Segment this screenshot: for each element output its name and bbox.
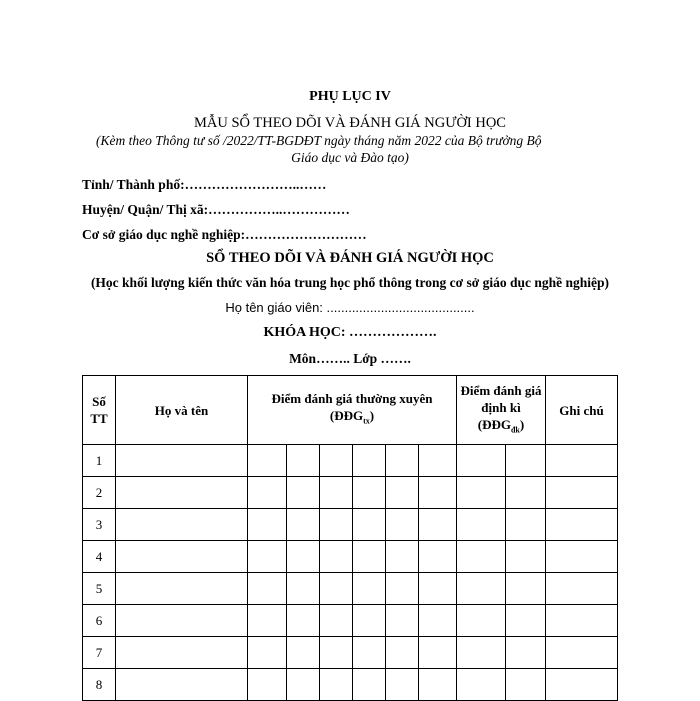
table-cell	[287, 605, 320, 637]
table-cell	[386, 509, 419, 541]
table-cell	[287, 573, 320, 605]
province-field: Tỉnh/ Thành phố:……………………..……	[82, 177, 327, 192]
table-cell	[116, 573, 248, 605]
table-cell	[546, 669, 618, 701]
table-row	[83, 637, 618, 669]
table-cell	[287, 477, 320, 509]
table-cell	[248, 509, 287, 541]
table-cell	[506, 509, 546, 541]
header-periodic-sub: đk	[510, 425, 520, 435]
table-cell	[546, 541, 618, 573]
table-row	[83, 669, 618, 701]
table-row	[83, 509, 618, 541]
table-cell	[116, 541, 248, 573]
table-cell	[353, 637, 386, 669]
table-cell	[320, 509, 353, 541]
table-cell	[457, 637, 506, 669]
table-cell	[287, 541, 320, 573]
assessment-table	[82, 375, 618, 701]
table-cell	[320, 477, 353, 509]
table-cell	[506, 669, 546, 701]
table-cell	[287, 669, 320, 701]
table-cell	[386, 605, 419, 637]
table-cell	[546, 573, 618, 605]
table-cell	[116, 445, 248, 477]
appendix-title: PHỤ LỤC IV	[309, 89, 391, 104]
header-name: Họ và tên	[116, 376, 248, 445]
table-cell	[546, 605, 618, 637]
table-cell	[419, 605, 457, 637]
table-cell	[320, 605, 353, 637]
school-field: Cơ sở giáo dục nghề nghiệp:………………………	[82, 227, 367, 242]
header-stt-line1: Số	[92, 394, 106, 409]
table-cell	[419, 541, 457, 573]
row-number: 1	[83, 445, 116, 477]
teacher-name-line: Họ tên giáo viên: .........................................	[225, 300, 475, 315]
table-row	[83, 477, 618, 509]
table-cell	[506, 477, 546, 509]
table-cell	[457, 605, 506, 637]
table-cell	[320, 541, 353, 573]
row-number: 6	[83, 605, 116, 637]
table-cell	[287, 445, 320, 477]
header-periodic-assessment: Điểm đánh giá định kì $(ĐĐG_{đk})$	[457, 376, 546, 445]
header-regular-sub: tx	[363, 416, 370, 426]
table-cell	[386, 477, 419, 509]
header-regular-line1: Điểm đánh giá thường xuyên	[271, 391, 433, 407]
row-number: 4	[83, 541, 116, 573]
table-cell	[353, 445, 386, 477]
book-subtitle: (Học khối lượng kiến thức văn hóa trung học phổ thông trong cơ sở giáo dục nghề nghiệp)	[90, 275, 610, 290]
table-cell	[506, 637, 546, 669]
table-cell	[353, 509, 386, 541]
row-number: 5	[83, 573, 116, 605]
table-cell	[116, 669, 248, 701]
table-cell	[287, 509, 320, 541]
table-cell	[248, 605, 287, 637]
table-cell	[386, 445, 419, 477]
table-cell	[248, 573, 287, 605]
table-cell	[506, 445, 546, 477]
table-cell	[248, 445, 287, 477]
header-regular-assessment: Điểm đánh giá thường xuyên $(ĐĐG_{tx})$	[248, 376, 457, 445]
table-cell	[386, 541, 419, 573]
table-cell	[320, 637, 353, 669]
table-cell	[116, 509, 248, 541]
header-notes: Ghi chú	[546, 376, 618, 445]
row-number: 7	[83, 637, 116, 669]
table-cell	[116, 477, 248, 509]
table-cell	[419, 669, 457, 701]
table-cell	[248, 541, 287, 573]
row-number: 2	[83, 477, 116, 509]
table-cell	[546, 477, 618, 509]
table-cell	[320, 573, 353, 605]
table-row	[83, 445, 618, 477]
table-cell	[506, 541, 546, 573]
table-header-row	[83, 376, 618, 445]
table-cell	[353, 541, 386, 573]
header-regular-abbr: (ĐĐG	[329, 408, 364, 424]
row-number: 3	[83, 509, 116, 541]
table-cell	[248, 477, 287, 509]
circular-note-line-2: Giáo dục và Đào tạo)	[291, 150, 409, 165]
table-cell	[457, 541, 506, 573]
table-cell	[457, 669, 506, 701]
table-cell	[457, 477, 506, 509]
table-cell	[419, 637, 457, 669]
table-cell	[457, 445, 506, 477]
table-cell	[320, 445, 353, 477]
circular-note-line-1: (Kèm theo Thông tư số /2022/TT-BGDĐT ngày tháng năm 2022 của Bộ trưởng Bộ	[96, 133, 542, 148]
table-cell	[506, 605, 546, 637]
table-row	[83, 573, 618, 605]
header-periodic-line1: Điểm đánh giá	[460, 382, 542, 398]
table-cell	[457, 573, 506, 605]
district-field: Huyện/ Quận/ Thị xã:……………..……………	[82, 202, 350, 217]
table-cell	[419, 445, 457, 477]
table-row	[83, 605, 618, 637]
table-cell	[248, 637, 287, 669]
table-cell	[116, 605, 248, 637]
header-stt	[83, 376, 116, 445]
table-cell	[353, 477, 386, 509]
table-cell	[386, 637, 419, 669]
row-number: 8	[83, 669, 116, 701]
table-cell	[248, 669, 287, 701]
subject-class-line: Môn…….. Lớp …….	[289, 351, 411, 366]
table-cell	[419, 509, 457, 541]
book-title: SỔ THEO DÕI VÀ ĐÁNH GIÁ NGƯỜI HỌC	[206, 250, 494, 266]
table-cell	[287, 637, 320, 669]
table-cell	[386, 573, 419, 605]
header-stt-line2: TT	[90, 411, 108, 426]
course-line: KHÓA HỌC: ……………….	[263, 325, 437, 340]
form-title: MẪU SỔ THEO DÕI VÀ ĐÁNH GIÁ NGƯỜI HỌC	[194, 115, 506, 131]
table-cell	[386, 669, 419, 701]
table-cell	[353, 669, 386, 701]
table-cell	[546, 637, 618, 669]
table-cell	[419, 573, 457, 605]
table-cell	[506, 573, 546, 605]
table-cell	[546, 445, 618, 477]
table-cell	[320, 669, 353, 701]
table-cell	[419, 477, 457, 509]
table-cell	[353, 573, 386, 605]
table-cell	[546, 509, 618, 541]
header-periodic-abbr: (ĐĐG	[477, 416, 511, 432]
table-cell	[457, 509, 506, 541]
table-cell	[116, 637, 248, 669]
table-row	[83, 541, 618, 573]
header-periodic-line2: định kì	[481, 399, 521, 415]
table-cell	[353, 605, 386, 637]
